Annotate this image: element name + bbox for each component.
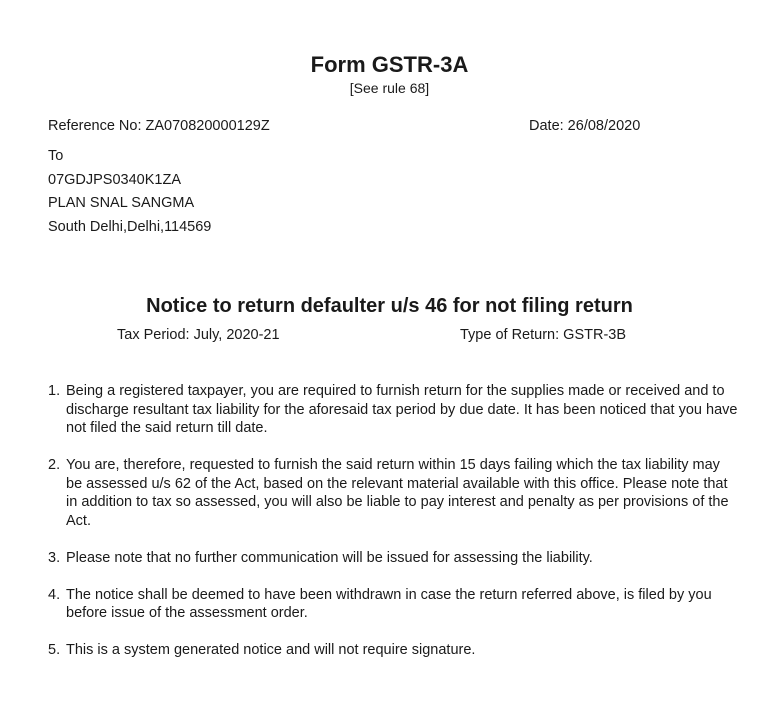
notice-date: Date: 26/08/2020: [529, 118, 641, 134]
addressee-to: To: [48, 148, 64, 164]
clause-number: 1.: [48, 383, 61, 399]
tax-period: Tax Period: July, 2020-21: [117, 327, 280, 343]
recipient-gstin: 07GDJPS0340K1ZA: [48, 171, 181, 188]
clause-item: [48, 456, 738, 530]
clause-number: 3.: [48, 549, 61, 566]
clause-item: [48, 586, 738, 623]
clause-text: Please note that no further communication will be issued for assessing the liability.: [66, 549, 593, 566]
clause-text: This is a system generated notice and will not require signature.: [66, 642, 476, 658]
clause-item: [48, 382, 738, 438]
reference-number: Reference No: ZA070820000129Z: [48, 118, 270, 134]
recipient-address: South Delhi,Delhi,114569: [48, 218, 212, 235]
clause-item: [48, 641, 738, 660]
clause-text: Being a registered taxpayer, you are required to furnish return for the supplies made or received and to discharge resultant tax liability for the aforesaid tax period by due date. It has been noticed that you have not filed the said return till date.: [66, 383, 738, 436]
recipient-address-block: [48, 145, 211, 239]
form-title: Form GSTR-3A: [310, 52, 469, 77]
clause-number: 2.: [48, 457, 61, 473]
notice-clauses: [48, 382, 738, 678]
clause-text: You are, therefore, requested to furnish the said return within 15 days failing which the tax liability may be assessed u/s 62 of the Act, based on the relevant material available with this office. Please note that in addition to tax so assessed, you will also be liable to pay interest and penalty as per provisions of the Act.: [66, 457, 729, 529]
recipient-name: PLAN SNAL SANGMA: [48, 195, 195, 211]
clause-item: [48, 549, 738, 568]
clause-number: 4.: [48, 586, 61, 603]
clause-text: The notice shall be deemed to have been withdrawn in case the return referred above, is filed by you before issue of the assessment order.: [66, 586, 712, 621]
notice-title: Notice to return defaulter u/s 46 for not filing return: [146, 295, 633, 317]
return-type: Type of Return: GSTR-3B: [460, 327, 627, 343]
form-rule-reference: [See rule 68]: [349, 80, 430, 96]
clause-number: 5.: [48, 642, 61, 658]
